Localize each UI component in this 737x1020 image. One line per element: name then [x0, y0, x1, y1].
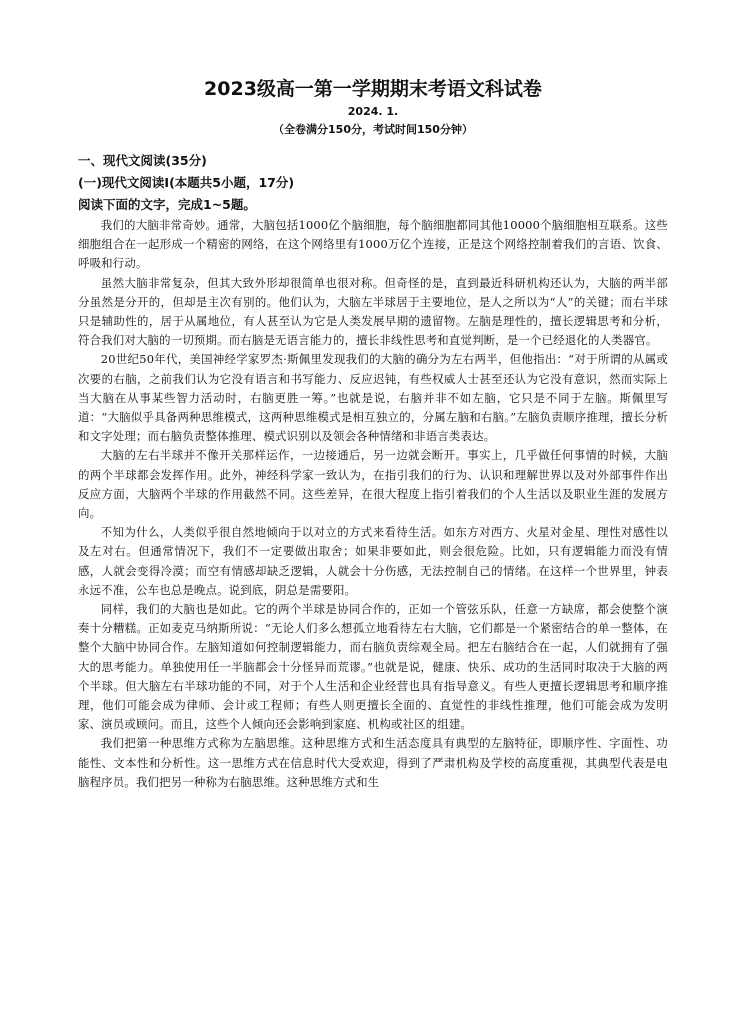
exam-page	[78, 76, 668, 792]
passage-paragraph: 大脑的左右半球并不像开关那样运作，一边接通后，另一边就会断开。事实上，几乎做任何事情的时候，大脑的两个半球都会发挥作用。此外，神经科学家一致认为，在指引我们的行为、认识和理解世界以及对外部事件作出反应方面，大脑两个半球的作用截然不同。这些差异，在很大程度上指引着我们的个人生活以及职业生涯的发展方向。	[78, 448, 668, 521]
exam-note: （全卷满分150分，考试时间150分钟）	[273, 123, 473, 136]
subsection-heading: (一)现代文阅读Ⅰ(本题共5小题，17分)	[78, 175, 295, 190]
passage-paragraph: 20世纪50年代，美国神经学家罗杰·斯佩里发现我们的大脑的确分为左右两半，但他指出：“对于所谓的从属或次要的右脑，之前我们认为它没有语言和书写能力、反应迟钝，有些权威人士甚至还认为它没有意识，然而实际上当大脑在从事某些智力活动时，右脑更胜一筹。”也就是说，右脑并非不如左脑，它只是不同于左脑。斯佩里写道：“大脑似乎具备两种思维模式，这两种思维模式是相互独立的，分属左脑和右脑。”左脑负责顺序推理，擅长分析和文字处理；而右脑负责整体推理、模式识别以及领会各种情绪和非语言类表达。	[78, 352, 668, 444]
exam-title: 2023级高一第一学期期末考语文科试卷	[204, 78, 542, 100]
exam-date: 2024. 1.	[347, 105, 399, 118]
passage-body	[78, 216, 668, 792]
reading-instruction: 阅读下面的文字，完成1~5题。	[78, 197, 256, 212]
passage-paragraph: 我们把第一种思维方式称为左脑思维。这种思维方式和生活态度具有典型的左脑特征，即顺序性、字面性、功能性、文本性和分析性。这一思维方式在信息时代大受欢迎，得到了严肃机构及学校的高度重视，其典型代表是电脑程序员。我们把另一种称为右脑思维。这种思维方式和生	[78, 736, 668, 789]
passage-paragraph: 虽然大脑非常复杂，但其大致外形却很简单也很对称。但奇怪的是，直到最近科研机构还认为，大脑的两半部分虽然是分开的，但却是主次有别的。他们认为，大脑左半球居于主要地位，是人之所以为“人”的关键；而右半球只是辅助性的，居于从属地位，有人甚至认为它是人类发展早期的遗留物。左脑是理性的，擅长逻辑思考和分析，符合我们对大脑的一切预期。而右脑是无语言能力的，擅长非线性思考和直觉判断，是一个已经退化的人类器官。	[78, 275, 668, 348]
passage-paragraph: 同样，我们的大脑也是如此。它的两个半球是协同合作的，正如一个管弦乐队，任意一方缺席，都会使整个演奏十分糟糕。正如麦克马纳斯所说：“无论人们多么想孤立地看待左右大脑，它们都是一个紧密结合的单一整体，在整个大脑中协同合作。左脑知道如何控制逻辑能力，而右脑负责综观全局。把左右脑结合在一起，人们就拥有了强大的思考能力。单独使用任一半脑都会十分怪异而荒谬。”也就是说，健康、快乐、成功的生活同时取决于大脑的两个半球。但大脑左右半球功能的不同，对于个人生活和企业经营也具有指导意义。有些人更擅长逻辑思考和顺序推理，他们可能会成为律师、会计或工程师；有些人则更擅长全面的、直觉性的非线性推理，他们可能会成为发明家、演员或顾问。而且，这些个人倾向还会影响到家庭、机构或社区的组建。	[78, 602, 668, 732]
section-heading: 一、现代文阅读(35分)	[78, 153, 207, 168]
passage-paragraph: 不知为什么，人类似乎很自然地倾向于以对立的方式来看待生活。如东方对西方、火星对金星、理性对感性以及左对右。但通常情况下，我们不一定要做出取舍；如果非要如此，则会很危险。比如，只有逻辑能力而没有情感，人就会变得冷漠；而空有情感却缺乏逻辑，人就会十分伤感，无法控制自己的情绪。在这样一个世界里，钟表永远不准，公车也总是晚点。说到底，阴总是需要阳。	[78, 525, 668, 597]
passage-paragraph: 我们的大脑非常奇妙。通常，大脑包括1000亿个脑细胞，每个脑细胞都同其他10000个脑细胞相互联系。这些细胞组合在一起形成一个精密的网络，在这个网络里有1000万亿个连接，正是这个网络控制着我们的言语、饮食、呼吸和行动。	[78, 218, 668, 271]
